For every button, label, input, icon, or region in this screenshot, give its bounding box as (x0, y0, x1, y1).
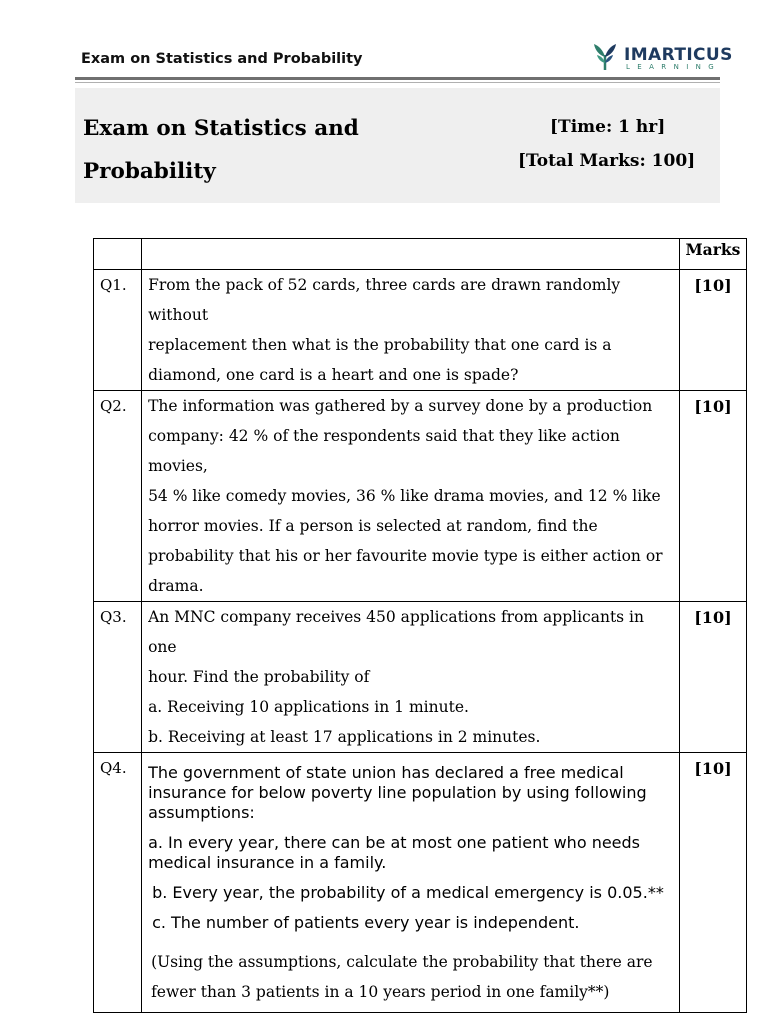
question-line: (Using the assumptions, calculate the probability that there are (151, 953, 653, 971)
question-line: hour. Find the probability of (148, 668, 370, 686)
assumption-a: a. In every year, there can be at most one patient who needs medical insurance in a family. (148, 833, 641, 872)
question-row (94, 753, 747, 1013)
question-text (142, 602, 680, 753)
exam-title-line-2: Probability (83, 159, 216, 184)
question-number: Q2. (94, 391, 142, 602)
table-header-row (94, 239, 747, 270)
assumption-b: b. Every year, the probability of a medical emergency is 0.05.** (152, 883, 664, 902)
question-line: a. Receiving 10 applications in 1 minute. (148, 698, 469, 716)
question-row (94, 602, 747, 753)
question-number: Q1. (94, 270, 142, 391)
imarticus-logo (592, 43, 732, 73)
question-line: b. Receiving at least 17 applications in 2 minutes. (148, 728, 541, 746)
question-line: The information was gathered by a survey done by a production (148, 397, 653, 415)
exam-title-line-1: Exam on Statistics and (83, 116, 359, 141)
question-marks: [10] (679, 391, 746, 602)
logo-wordmark: IMARTICUS (624, 45, 733, 65)
question-row (94, 391, 747, 602)
question-line: replacement then what is the probability that one card is a (148, 336, 612, 354)
question-intro: The government of state union has declared a free medical insurance for below poverty line population by using following assumptions: (148, 763, 647, 822)
question-line: drama. (148, 577, 204, 595)
header-rule-thin (75, 82, 720, 83)
question-text (142, 391, 680, 602)
question-line: diamond, one card is a heart and one is spade? (148, 366, 519, 384)
question-number: Q3. (94, 602, 142, 753)
imarticus-leaf-icon (592, 43, 618, 71)
question-closing (148, 947, 675, 1007)
questions-table (93, 238, 747, 1013)
question-line: From the pack of 52 cards, three cards are drawn randomly without (148, 276, 621, 324)
question-marks: [10] (679, 270, 746, 391)
question-line: probability that his or her favourite movie type is either action or (148, 547, 663, 565)
header-rule-thick (75, 77, 720, 80)
exam-total-marks: [Total Marks: 100] (518, 151, 696, 171)
assumption-c: c. The number of patients every year is independent. (152, 913, 580, 932)
question-line: company: 42 % of the respondents said that they like action movies, (148, 427, 620, 475)
header-cell-number (94, 239, 142, 270)
question-marks: [10] (679, 602, 746, 753)
logo-subtitle: LEARNING (626, 63, 722, 71)
question-row (94, 270, 747, 391)
header-cell-question (142, 239, 680, 270)
question-line: horror movies. If a person is selected at random, find the (148, 517, 598, 535)
exam-title-block (75, 88, 720, 203)
question-line: An MNC company receives 450 applications from applicants in one (148, 608, 645, 656)
question-text (142, 753, 680, 1013)
question-marks: [10] (679, 753, 746, 1013)
question-number: Q4. (94, 753, 142, 1013)
header-cell-marks: Marks (679, 239, 746, 270)
running-header-title: Exam on Statistics and Probability (81, 51, 363, 67)
question-text (142, 270, 680, 391)
question-line: fewer than 3 patients in a 10 years period in one family**) (151, 983, 610, 1001)
exam-time: [Time: 1 hr] (550, 117, 666, 137)
question-line: 54 % like comedy movies, 36 % like drama movies, and 12 % like (148, 487, 661, 505)
